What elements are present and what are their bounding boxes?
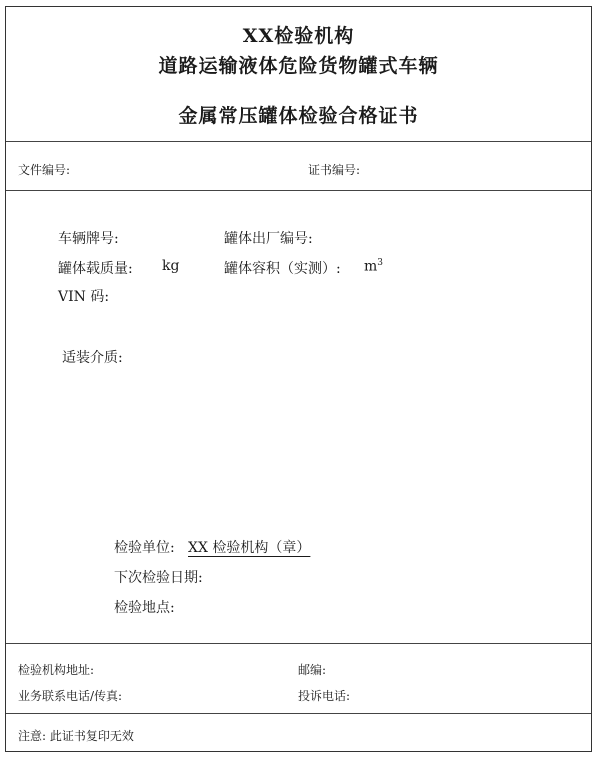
next-inspection-date-label: 下次检验日期: — [114, 570, 203, 586]
inspection-place-label: 检验地点: — [114, 600, 175, 616]
divider — [6, 643, 591, 644]
tank-volume-unit: $m^3$ — [364, 258, 384, 275]
divider — [6, 713, 591, 714]
plate-number-label: 车辆牌号: — [58, 231, 119, 247]
tank-volume-label: 罐体容积（实测）: — [224, 261, 341, 277]
institution-address-label: 检验机构地址: — [18, 663, 95, 677]
issuer-title: XX检验机构 — [242, 25, 355, 47]
postcode-label: 邮编: — [298, 663, 327, 677]
certificate-title: 金属常压罐体检验合格证书 — [178, 105, 419, 127]
copy-invalid-note: 注意: 此证书复印无效 — [18, 729, 134, 743]
complaint-phone-label: 投诉电话: — [298, 689, 351, 703]
divider — [6, 141, 591, 142]
tank-serial-label: 罐体出厂编号: — [224, 231, 313, 247]
inspection-unit-value: XX 检验机构（章） — [188, 540, 311, 556]
certificate-form — [5, 6, 592, 752]
file-number-label: 文件编号: — [18, 163, 71, 177]
load-mass-label: 罐体载质量: — [58, 261, 133, 277]
certificate-number-label: 证书编号: — [308, 163, 361, 177]
inspection-unit-label: 检验单位: — [114, 540, 175, 556]
divider — [6, 190, 591, 191]
certificate-subject: 道路运输液体危险货物罐式车辆 — [158, 55, 439, 77]
load-mass-unit: kg — [162, 258, 180, 274]
business-phone-fax-label: 业务联系电话/传真: — [18, 689, 123, 703]
suitable-medium-label: 适装介质: — [62, 350, 123, 366]
vin-label: VIN 码: — [58, 289, 110, 305]
